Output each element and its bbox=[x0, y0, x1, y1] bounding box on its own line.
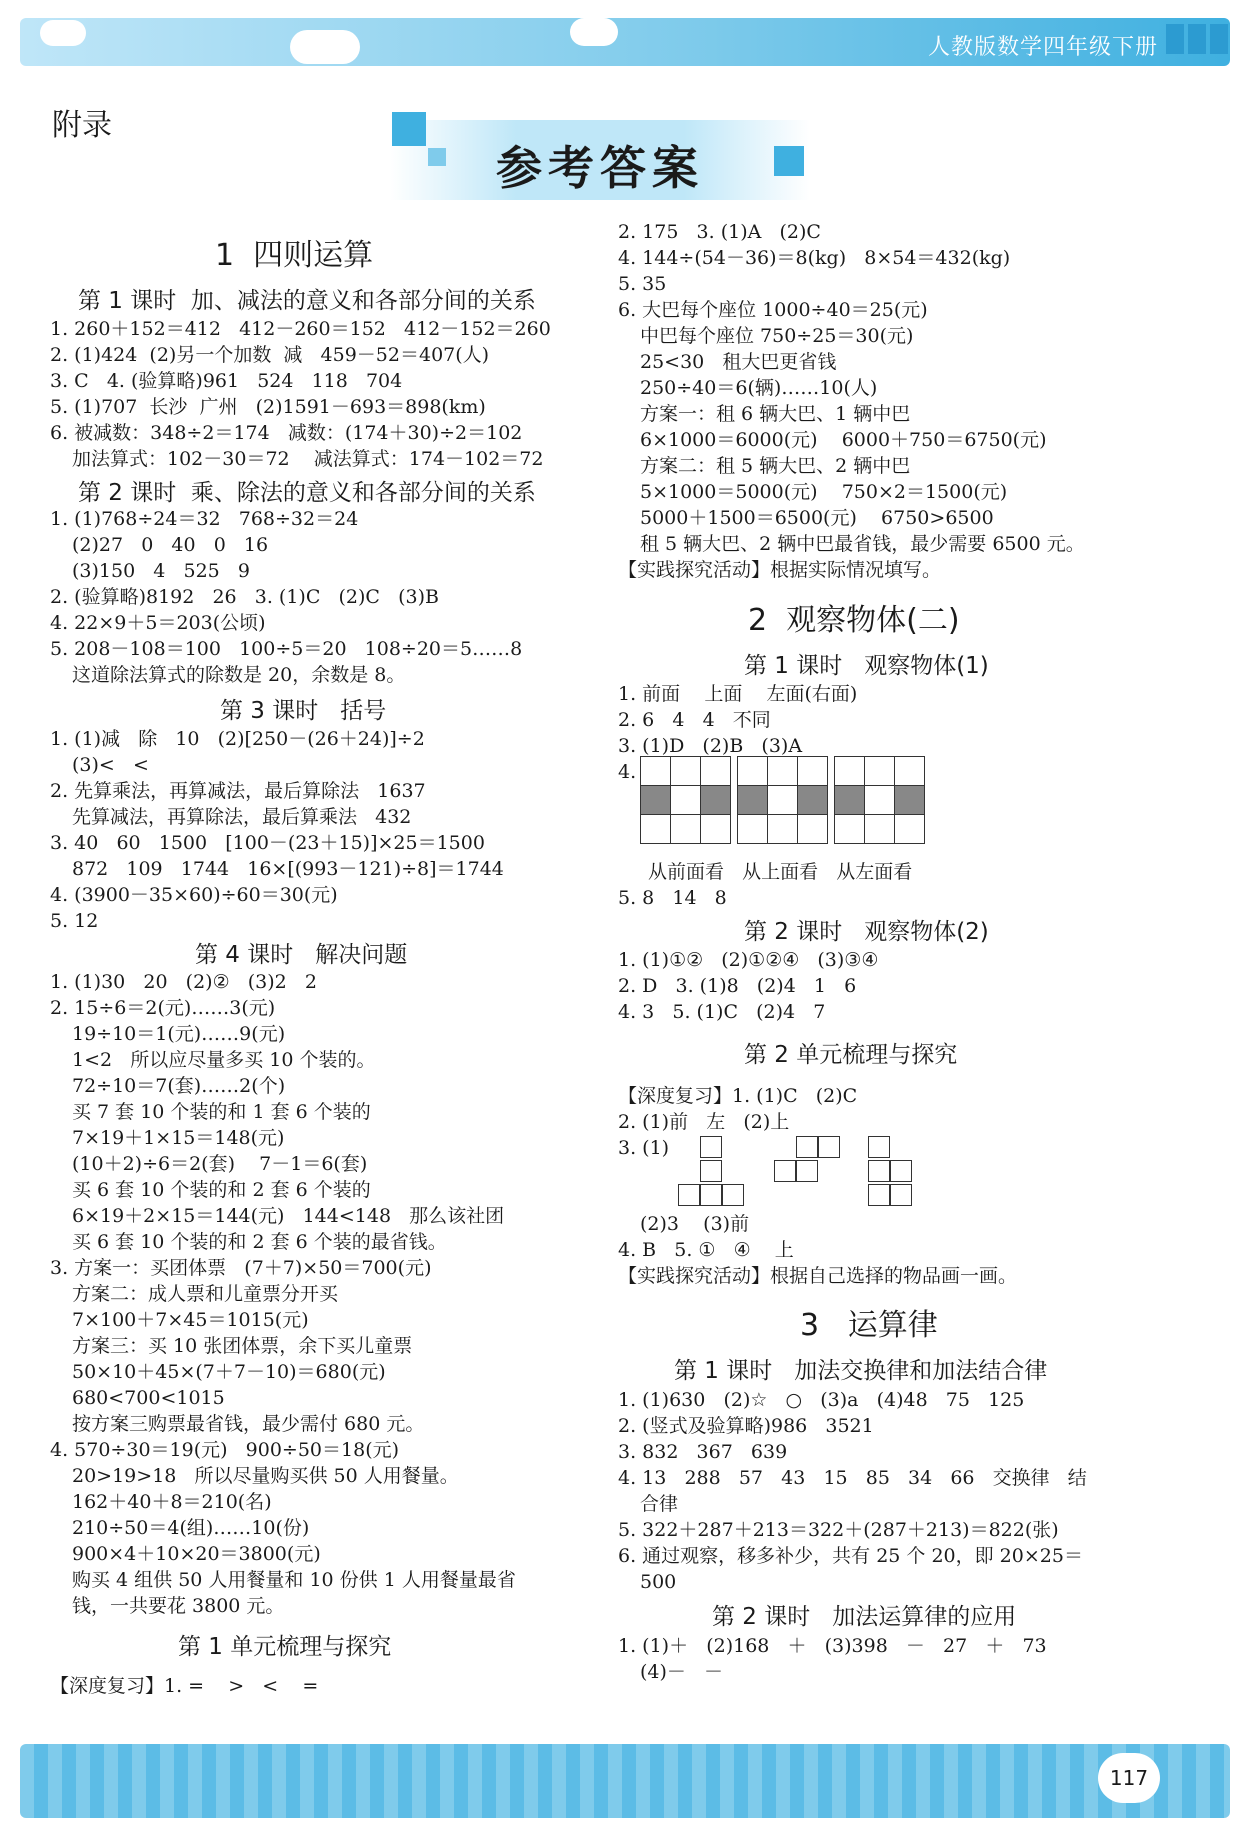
answer-line: 162＋40＋8＝210(名) bbox=[72, 1491, 272, 1513]
answer-line: 25<30 租大巴更省钱 bbox=[640, 351, 837, 373]
answer-line: 中巴每个座位 750÷25＝30(元) bbox=[640, 325, 914, 347]
answer-line: 2. (1)424 (2)另一个加数 减 459－52＝407(人) bbox=[50, 344, 490, 366]
lesson-heading: 第 1 单元梳理与探究 bbox=[178, 1634, 392, 1660]
answer-line: 2. 先算乘法，再算减法，最后算除法 1637 bbox=[50, 780, 426, 802]
lesson-heading: 第 1 课时 观察物体(1) bbox=[744, 653, 989, 679]
series-title: 人教版数学四年级下册 bbox=[927, 35, 1158, 60]
answer-line: 4. B 5. ① ④ 上 bbox=[618, 1239, 794, 1261]
answer-line: 4. 570÷30＝19(元) 900÷50＝18(元) bbox=[50, 1439, 400, 1461]
answer-line: (3)< < bbox=[72, 754, 149, 776]
page-number: 117 bbox=[1098, 1753, 1160, 1803]
answer-line: 3. 方案一：买团体票 (7＋7)×50＝700(元) bbox=[50, 1257, 432, 1279]
answer-line: 20>19>18 所以尽量购买供 50 人用餐量。 bbox=[72, 1465, 459, 1487]
answer-line: 1. (1)768÷24＝32 768÷32＝24 bbox=[50, 508, 359, 530]
chapter-heading: 2 观察物体(二) bbox=[748, 603, 960, 638]
cloud-icon bbox=[290, 30, 360, 64]
answer-line: 先算减法，再算除法，最后算乘法 432 bbox=[72, 806, 412, 828]
page-title: 参考答案 bbox=[496, 141, 704, 195]
answer-line: 买 7 套 10 个装的和 1 套 6 个装的 bbox=[72, 1101, 371, 1123]
answer-line: 2. (1)前 左 (2)上 bbox=[618, 1111, 790, 1133]
answer-line: (3)150 4 525 9 bbox=[72, 560, 250, 582]
answer-line: 3. 40 60 1500 [100－(23＋15)]×25＝1500 bbox=[50, 832, 485, 854]
chapter-heading: 3 运算律 bbox=[800, 1308, 938, 1343]
observe-view-grids bbox=[640, 756, 925, 844]
answer-line: 250÷40＝6(辆)……10(人) bbox=[640, 377, 878, 399]
answer-line: 72÷10＝7(套)……2(个) bbox=[72, 1075, 286, 1097]
lesson-heading: 第 3 课时 括号 bbox=[220, 698, 387, 724]
answer-line: (2)27 0 40 0 16 bbox=[72, 534, 269, 556]
answer-line: 6. 被减数：348÷2＝174 减数：(174＋30)÷2＝102 bbox=[50, 422, 523, 444]
answer-line: 加法算式：102－30＝72 减法算式：174－102＝72 bbox=[72, 448, 544, 470]
chapter-heading: 1 四则运算 bbox=[215, 238, 374, 273]
answer-line: 7×19＋1×15＝148(元) bbox=[72, 1127, 285, 1149]
answer-line: 2. (竖式及验算略)986 3521 bbox=[618, 1415, 874, 1437]
answer-line: 2. (验算略)8192 26 3. (1)C (2)C (3)B bbox=[50, 586, 439, 608]
answer-line: 6. 大巴每个座位 1000÷40＝25(元) bbox=[618, 299, 928, 321]
answer-line: 2. D 3. (1)8 (2)4 1 6 bbox=[618, 975, 857, 997]
answer-line: 4. bbox=[618, 761, 637, 783]
answer-line: 【深度复习】1. (1)C (2)C bbox=[618, 1085, 858, 1107]
answer-line: 方案一：租 6 辆大巴、1 辆中巴 bbox=[640, 403, 911, 425]
answer-line: 872 109 1744 16×[(993－121)÷8]＝1744 bbox=[72, 858, 504, 880]
answer-line: 1. 前面 上面 左面(右面) bbox=[618, 683, 858, 705]
answer-line: 3. (1)D (2)B (3)A bbox=[618, 735, 803, 757]
answer-line: 6×19＋2×15＝144(元) 144<148 那么该社团 bbox=[72, 1205, 505, 1227]
answer-line: 4. 13 288 57 43 15 85 34 66 交换律 结 bbox=[618, 1467, 1087, 1489]
answer-line: 1. 260＋152＝412 412－260＝152 412－152＝260 bbox=[50, 318, 551, 340]
answer-line: 钱，一共要花 3800 元。 bbox=[72, 1595, 285, 1617]
answer-line: 5×1000＝5000(元) 750×2＝1500(元) bbox=[640, 481, 1008, 503]
answer-line: 买 6 套 10 个装的和 2 套 6 个装的 bbox=[72, 1179, 371, 1201]
cloud-icon bbox=[570, 18, 618, 46]
lesson-heading: 第 2 课时 观察物体(2) bbox=[744, 919, 989, 945]
answer-line: 2. 15÷6＝2(元)……3(元) bbox=[50, 997, 276, 1019]
answer-line: 900×4＋10×20＝3800(元) bbox=[72, 1543, 321, 1565]
answer-line: 2. 6 4 4 不同 bbox=[618, 709, 771, 731]
answer-line: 3. C 4. (验算略)961 524 118 704 bbox=[50, 370, 403, 392]
answer-line: 4. 3 5. (1)C (2)4 7 bbox=[618, 1001, 826, 1023]
answer-line: 【实践探究活动】根据自己选择的物品画一画。 bbox=[618, 1265, 1018, 1287]
answer-line: 方案二：成人票和儿童票分开买 bbox=[72, 1283, 339, 1305]
answer-line: 2. 175 3. (1)A (2)C bbox=[618, 221, 821, 243]
answer-line: 1<2 所以应尽量多买 10 个装的。 bbox=[72, 1049, 376, 1071]
answer-line: 1. (1)①② (2)①②④ (3)③④ bbox=[618, 949, 879, 971]
lesson-heading: 第 2 课时 乘、除法的意义和各部分间的关系 bbox=[78, 480, 536, 506]
answer-line: 1. (1)＋ (2)168 ＋ (3)398 － 27 ＋ 73 bbox=[618, 1635, 1047, 1657]
tree-icon bbox=[988, 1676, 1028, 1732]
answer-line: 5. 322＋287＋213＝322＋(287＋213)＝822(张) bbox=[618, 1519, 1059, 1541]
answer-line: 【深度复习】1. = > < = bbox=[50, 1675, 319, 1697]
answer-line: 4. 144÷(54－36)＝8(kg) 8×54＝432(kg) bbox=[618, 247, 1011, 269]
answer-line: 4. (3900－35×60)÷60＝30(元) bbox=[50, 884, 338, 906]
answer-line: 1. (1)减 除 10 (2)[250－(26＋24)]÷2 bbox=[50, 728, 425, 750]
answer-line: 买 6 套 10 个装的和 2 套 6 个装的最省钱。 bbox=[72, 1231, 447, 1253]
answer-line: 50×10＋45×(7＋7－10)＝680(元) bbox=[72, 1361, 386, 1383]
header-blocks bbox=[1162, 24, 1228, 58]
answer-line: 4. 22×9＋5＝203(公顷) bbox=[50, 612, 266, 634]
answer-line: 5. 35 bbox=[618, 273, 667, 295]
answer-line: 5000＋1500＝6500(元) 6750>6500 bbox=[640, 507, 994, 529]
answer-line: 3. (1) bbox=[618, 1137, 670, 1159]
answer-line: 这道除法算式的除数是 20，余数是 8。 bbox=[72, 664, 406, 686]
answer-line: 1. (1)630 (2)☆ ○ (3)a (4)48 75 125 bbox=[618, 1389, 1025, 1411]
answer-line: (2)3 (3)前 bbox=[640, 1213, 750, 1235]
answer-line: 5. 8 14 8 bbox=[618, 887, 727, 909]
answer-line: 680<700<1015 bbox=[72, 1387, 225, 1409]
lesson-heading: 第 1 课时 加、减法的意义和各部分间的关系 bbox=[78, 288, 536, 314]
lesson-heading: 第 1 课时 加法交换律和加法结合律 bbox=[674, 1358, 1048, 1384]
answer-line: 1. (1)30 20 (2)② (3)2 2 bbox=[50, 971, 317, 993]
answer-line: 6. 通过观察，移多补少，共有 25 个 20，即 20×25＝ bbox=[618, 1545, 1083, 1567]
answer-line: 6×1000＝6000(元) 6000＋750＝6750(元) bbox=[640, 429, 1047, 451]
lesson-heading: 第 2 课时 加法运算律的应用 bbox=[712, 1604, 1017, 1630]
lesson-heading: 第 4 课时 解决问题 bbox=[195, 942, 408, 968]
appendix-label: 附录 bbox=[52, 108, 112, 143]
answer-line: 210÷50＝4(组)……10(份) bbox=[72, 1517, 310, 1539]
answer-line: 方案三：买 10 张团体票，余下买儿童票 bbox=[72, 1335, 413, 1357]
answer-line: 租 5 辆大巴、2 辆中巴最省钱，最少需要 6500 元。 bbox=[640, 533, 1085, 555]
answer-line: 7×100＋7×45＝1015(元) bbox=[72, 1309, 309, 1331]
answer-line: 5. 208－108＝100 100÷5＝20 108÷20＝5……8 bbox=[50, 638, 523, 660]
answer-line: 19÷10＝1(元)……9(元) bbox=[72, 1023, 286, 1045]
answer-line: 5. (1)707 长沙 广州 (2)1591－693＝898(km) bbox=[50, 396, 486, 418]
answer-line: (4)－ － bbox=[640, 1661, 724, 1683]
answer-line: 按方案三购票最省钱，最少需付 680 元。 bbox=[72, 1413, 425, 1435]
answer-line: 【实践探究活动】根据实际情况填写。 bbox=[618, 559, 942, 581]
lesson-heading: 第 2 单元梳理与探究 bbox=[744, 1042, 958, 1068]
answer-line: 500 bbox=[640, 1571, 677, 1593]
answer-line: 合律 bbox=[640, 1493, 679, 1515]
cloud-icon bbox=[40, 20, 86, 46]
answer-line: 方案二：租 5 辆大巴、2 辆中巴 bbox=[640, 455, 911, 477]
answer-line: 购买 4 组供 50 人用餐量和 10 份供 1 人用餐量最省 bbox=[72, 1569, 516, 1591]
answer-line: (10＋2)÷6＝2(套) 7－1＝6(套) bbox=[72, 1153, 368, 1175]
answer-line: 5. 12 bbox=[50, 910, 99, 932]
answer-line: 3. 832 367 639 bbox=[618, 1441, 788, 1463]
footer-bar bbox=[20, 1744, 1230, 1818]
answer-line: 从前面看 从上面看 从左面看 bbox=[648, 861, 913, 883]
